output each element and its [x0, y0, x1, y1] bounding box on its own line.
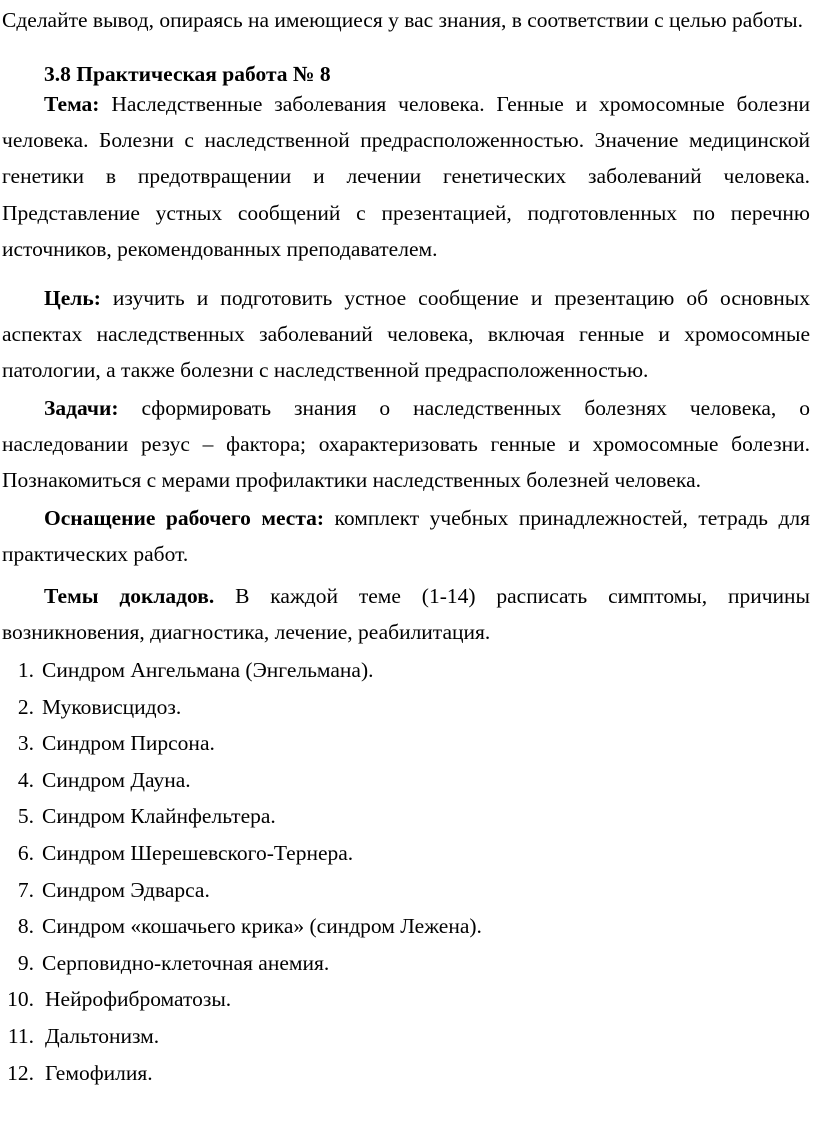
- list-item-number: 5.: [17, 804, 34, 829]
- temy-label: Темы докладов.: [44, 584, 215, 608]
- list-item-number: 4.: [17, 767, 34, 792]
- list-item: [0, 945, 816, 982]
- list-item: [0, 762, 816, 799]
- list-item-text: Серповидно-клеточная анемия.: [42, 950, 330, 975]
- intro-line: Сделайте вывод, опираясь на имеющиеся у вас знания, в соответствии с целью работы.: [2, 8, 803, 32]
- list-item-text: Синдром «кошачьего крика» (синдром Лежена).: [42, 914, 482, 939]
- temy-paragraph: [2, 578, 810, 650]
- list-item-text: Гемофилия.: [45, 1060, 153, 1085]
- osnashchenie-label: Оснащение рабочего места:: [44, 506, 325, 530]
- list-item: [0, 1055, 816, 1092]
- list-item-text: Синдром Ангельмана (Энгельмана).: [42, 658, 374, 682]
- list-item-text: Синдром Пирсона.: [42, 731, 215, 756]
- list-item: [0, 981, 816, 1018]
- list-item-number: 10.: [7, 987, 34, 1012]
- topics-list: [0, 652, 816, 1091]
- list-item-number: 12.: [7, 1060, 34, 1085]
- list-item-text: Муковисцидоз.: [42, 694, 182, 719]
- list-item-text: Синдром Клайнфельтера.: [42, 804, 276, 829]
- list-item-text: Нейрофиброматозы.: [45, 987, 232, 1012]
- zadachi-label: Задачи:: [44, 396, 119, 420]
- zadachi-paragraph: [2, 390, 810, 499]
- list-item-number: 9.: [17, 950, 34, 975]
- cel-label: Цель:: [44, 286, 101, 310]
- list-item: [0, 652, 816, 689]
- list-item: [0, 908, 816, 945]
- tema-text: Наследственные заболевания человека. Генные и хромосомные болезни человека. Болезни с наследственной предрасположенностью. Значение медицинской генетики в предотвращении и лечении генетических заболеваний человека. Представление устных сообщений с презентацией, подготовленных по перечню источников, рекомендованных преподавателем.: [2, 92, 810, 261]
- list-item-number: 11.: [7, 1023, 34, 1048]
- osnashchenie-paragraph: [2, 500, 810, 572]
- zadachi-text: сформировать знания о наследственных болезнях человека, о наследовании резус – фактора; охарактеризовать генные и хромосомные болезни. Познакомиться с мерами профилактики наследственных болезней человека.: [2, 396, 810, 493]
- list-item-text: Синдром Дауна.: [42, 767, 191, 792]
- list-item: [0, 872, 816, 909]
- list-item-text: Дальтонизм.: [45, 1023, 160, 1048]
- section-title: 3.8 Практическая работа № 8: [44, 62, 331, 86]
- list-item: [0, 725, 816, 762]
- list-item-number: 8.: [17, 914, 34, 939]
- list-item-number: 1.: [17, 658, 34, 682]
- list-item: [0, 835, 816, 872]
- list-item-text: Синдром Эдварса.: [42, 877, 210, 902]
- list-item-number: 6.: [17, 840, 34, 865]
- temy-text: В каждой теме (1-14) расписать симптомы, причины возникновения, диагностика, лечение, реабилитация.: [2, 584, 810, 645]
- list-item: [0, 1018, 816, 1055]
- list-item-text: Синдром Шерешевского-Тернера.: [42, 840, 354, 865]
- list-item-number: 2.: [17, 694, 34, 719]
- cel-paragraph: [2, 280, 810, 389]
- list-item: [0, 798, 816, 835]
- tema-paragraph: [2, 86, 810, 267]
- list-item-number: 3.: [17, 731, 34, 756]
- list-item-number: 7.: [17, 877, 34, 902]
- osnashchenie-text: комплект учебных принадлежностей, тетрадь для практических работ.: [2, 506, 811, 567]
- list-item: [0, 689, 816, 726]
- cel-text: изучить и подготовить устное сообщение и презентацию об основных аспектах наследственных заболеваний человека, включая генные и хромосомные патологии, а также болезни с наследственной предрасположенностью.: [2, 286, 810, 383]
- tema-label: Тема:: [44, 92, 100, 116]
